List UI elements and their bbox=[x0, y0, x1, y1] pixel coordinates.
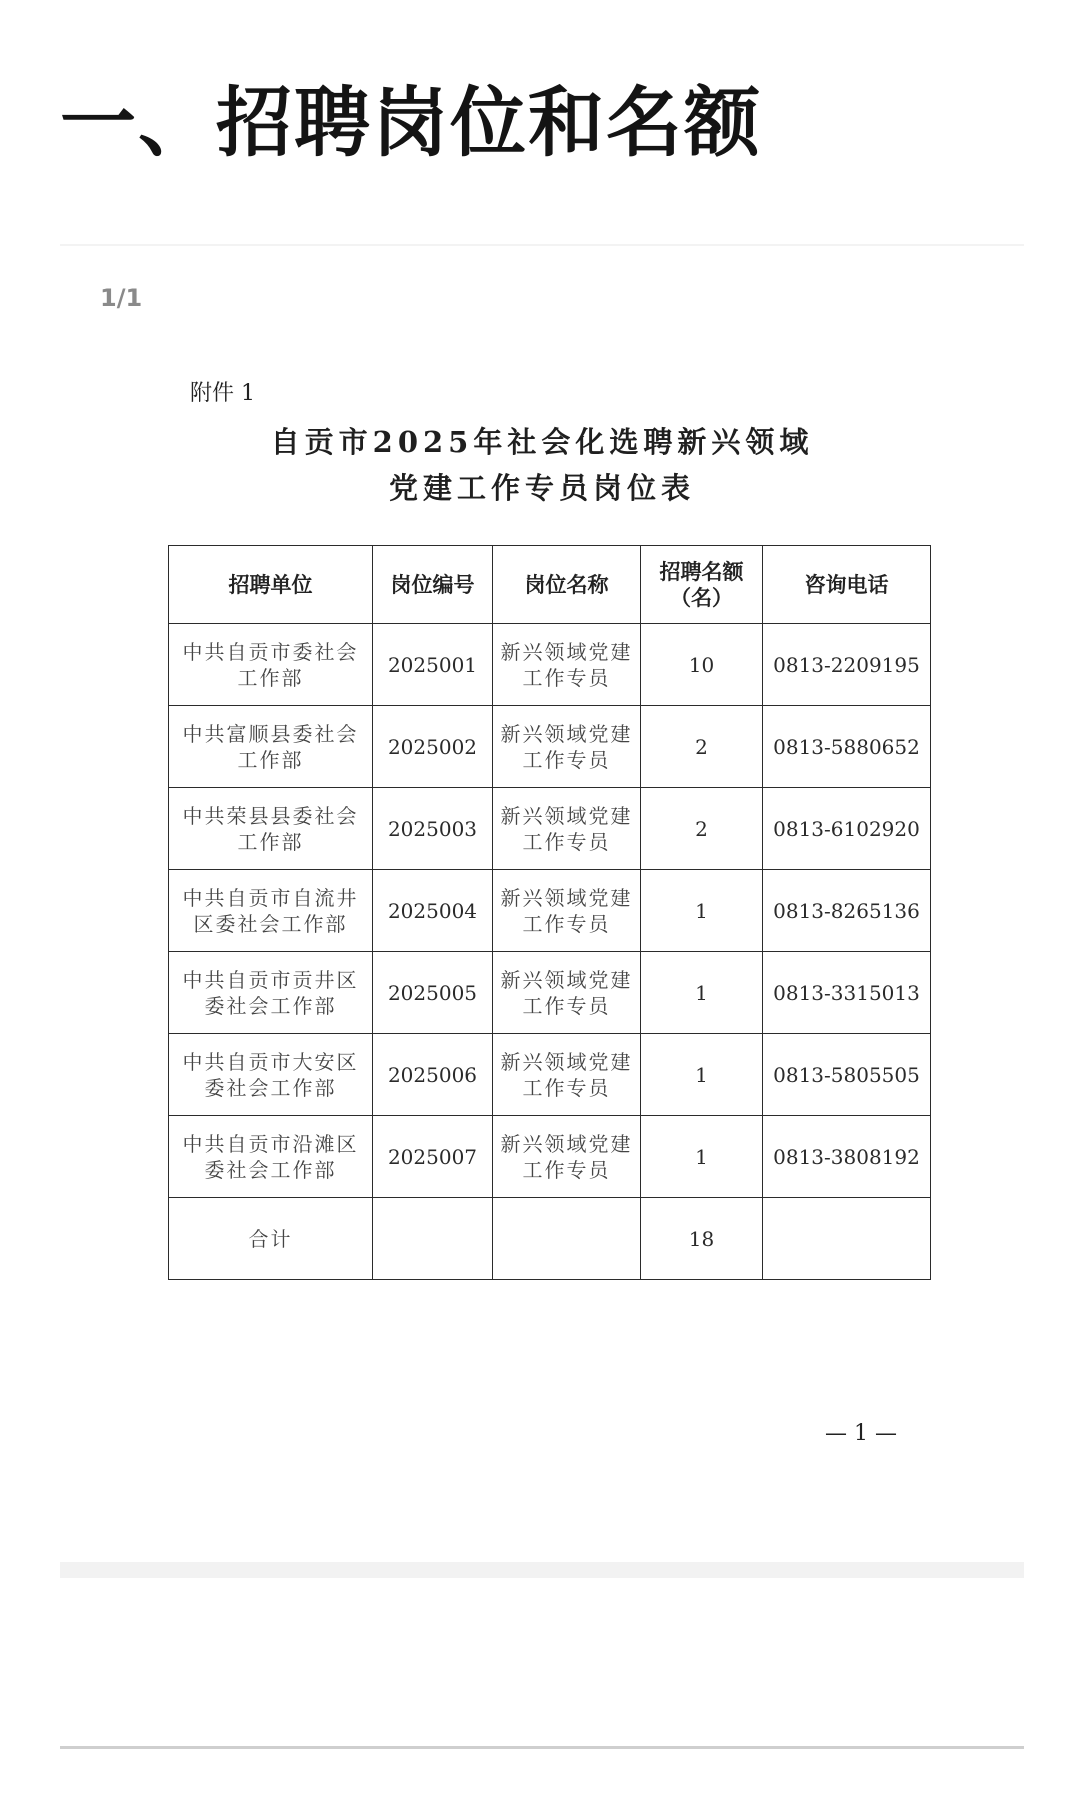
bottom-divider bbox=[60, 1746, 1024, 1749]
cell-position: 新兴领域党建工作专员 bbox=[493, 788, 641, 870]
cell-phone: 0813-3315013 bbox=[763, 952, 931, 1034]
cell-phone: 0813-5805505 bbox=[763, 1034, 931, 1116]
header-unit: 招聘单位 bbox=[169, 546, 373, 624]
cell-phone: 0813-5880652 bbox=[763, 706, 931, 788]
cell-phone: 0813-3808192 bbox=[763, 1116, 931, 1198]
cell-position: 新兴领域党建工作专员 bbox=[493, 1116, 641, 1198]
header-position: 岗位名称 bbox=[493, 546, 641, 624]
document-viewer[interactable] bbox=[60, 244, 1024, 1560]
cell-quota: 1 bbox=[641, 870, 763, 952]
cell-position: 新兴领域党建工作专员 bbox=[493, 952, 641, 1034]
attachment-label: 附件 1 bbox=[190, 381, 255, 406]
cell-total-quota: 18 bbox=[641, 1198, 763, 1280]
cell-unit: 中共自贡市委社会工作部 bbox=[169, 624, 373, 706]
cell-position: 新兴领域党建工作专员 bbox=[493, 706, 641, 788]
table-row bbox=[169, 1116, 931, 1198]
cell-code: 2025004 bbox=[373, 870, 493, 952]
document-title-line-2: 党建工作专员岗位表 bbox=[388, 471, 695, 505]
cell-quota: 2 bbox=[641, 706, 763, 788]
cell-code: 2025006 bbox=[373, 1034, 493, 1116]
table-row bbox=[169, 706, 931, 788]
header-code: 岗位编号 bbox=[373, 546, 493, 624]
cell-phone: 0813-6102920 bbox=[763, 788, 931, 870]
table-total-row bbox=[169, 1198, 931, 1280]
cell-unit: 中共荣县县委社会工作部 bbox=[169, 788, 373, 870]
table-row bbox=[169, 870, 931, 952]
cell-quota: 1 bbox=[641, 1116, 763, 1198]
table-header-row bbox=[169, 546, 931, 624]
document-title-line-1: 自贡市2025年社会化选聘新兴领域 bbox=[270, 425, 814, 459]
cell-quota: 2 bbox=[641, 788, 763, 870]
cell-code: 2025002 bbox=[373, 706, 493, 788]
table-row bbox=[169, 624, 931, 706]
header-phone: 咨询电话 bbox=[763, 546, 931, 624]
cell-code: 2025001 bbox=[373, 624, 493, 706]
cell-total-phone bbox=[763, 1198, 931, 1280]
header-quota: 招聘名额（名） bbox=[641, 546, 763, 624]
table-row bbox=[169, 788, 931, 870]
cell-unit: 中共自贡市大安区委社会工作部 bbox=[169, 1034, 373, 1116]
cell-position: 新兴领域党建工作专员 bbox=[493, 624, 641, 706]
cell-quota: 1 bbox=[641, 952, 763, 1034]
page-number: — 1 — bbox=[825, 1421, 897, 1446]
table-row bbox=[169, 1034, 931, 1116]
positions-table bbox=[168, 545, 931, 1280]
cell-total-position bbox=[493, 1198, 641, 1280]
cell-quota: 10 bbox=[641, 624, 763, 706]
cell-unit: 中共富顺县委社会工作部 bbox=[169, 706, 373, 788]
viewer-bottom-band bbox=[60, 1562, 1024, 1578]
document-page bbox=[60, 326, 1024, 1556]
cell-phone: 0813-2209195 bbox=[763, 624, 931, 706]
cell-unit: 中共自贡市自流井区委社会工作部 bbox=[169, 870, 373, 952]
cell-phone: 0813-8265136 bbox=[763, 870, 931, 952]
cell-unit: 中共自贡市沿滩区委社会工作部 bbox=[169, 1116, 373, 1198]
cell-code: 2025005 bbox=[373, 952, 493, 1034]
cell-quota: 1 bbox=[641, 1034, 763, 1116]
section-heading: 一、招聘岗位和名额 bbox=[60, 78, 762, 167]
page-indicator: 1/1 bbox=[100, 284, 143, 312]
cell-total-label: 合计 bbox=[169, 1198, 373, 1280]
cell-position: 新兴领域党建工作专员 bbox=[493, 1034, 641, 1116]
cell-code: 2025003 bbox=[373, 788, 493, 870]
cell-unit: 中共自贡市贡井区委社会工作部 bbox=[169, 952, 373, 1034]
table-row bbox=[169, 952, 931, 1034]
cell-position: 新兴领域党建工作专员 bbox=[493, 870, 641, 952]
cell-total-code bbox=[373, 1198, 493, 1280]
cell-code: 2025007 bbox=[373, 1116, 493, 1198]
